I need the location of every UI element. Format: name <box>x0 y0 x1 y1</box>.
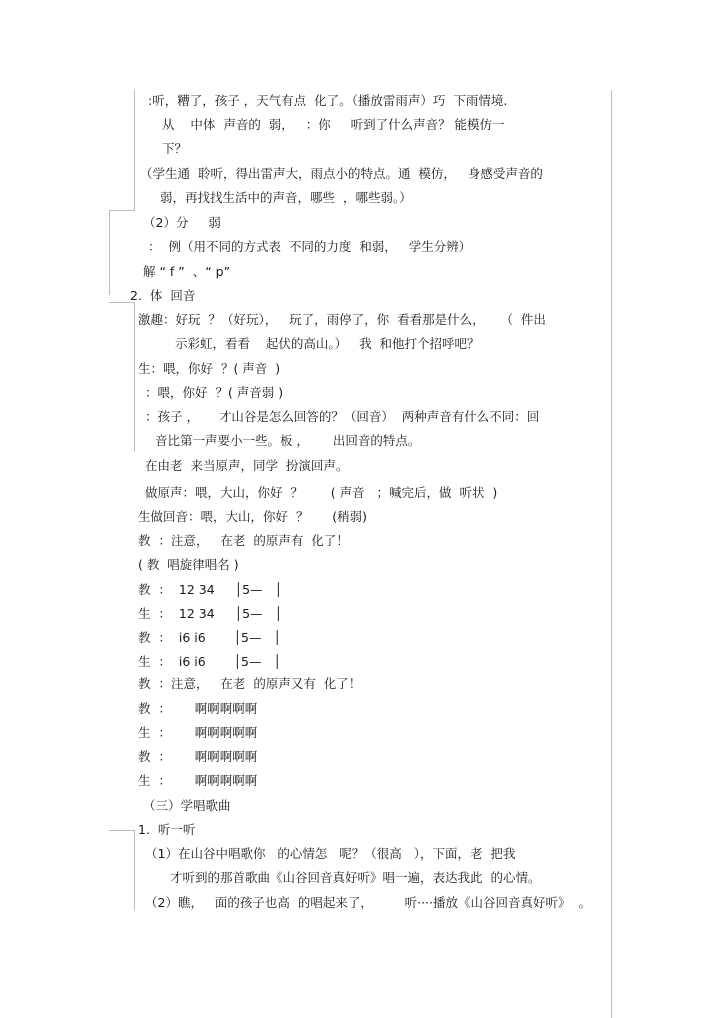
text-line: （学生通 聆听，得出雷声大，雨点小的特点。通 模仿， 身感受声音的 <box>140 166 543 181</box>
text-line: （2）瞧， 面的孩子也高 的唱起来了， 听····播放《山谷回音真好听》 。 <box>145 895 591 910</box>
text-line: 生 ： 啊啊啊啊啊 <box>138 773 258 788</box>
text-line: 教 ：注意， 在老 的原声又有 化了！ <box>138 676 362 691</box>
text-line: 生做回音：喂，大山，你好 ？ (稍弱) <box>138 509 368 524</box>
frame-row-divider-3 <box>109 830 135 831</box>
text-line: 激趣：好玩 ？（好玩）， 玩了，雨停了，你 看看那是什么， （ 件出 <box>138 312 546 327</box>
notation-line: 生 ： 12 34 │5— │ <box>138 606 282 621</box>
text-line: :听，糟了，孩子 ，天气有点 化了。（播放雷雨声）巧 下雨情境. <box>148 93 508 108</box>
frame-right-border <box>611 90 612 1018</box>
text-line: 生 ： 啊啊啊啊啊 <box>138 725 258 740</box>
section-heading: （三）学唱歌曲 <box>143 798 231 813</box>
section-heading: 1. 听一听 <box>138 822 196 837</box>
text-line: 做原声：喂，大山，你好 ？ ( 声音 ；喊完后，做 听状 ) <box>145 485 498 500</box>
text-line: 教 ：注意， 在老 的原声有 化了！ <box>138 533 349 548</box>
text-line: 在由老 来当原声，同学 扮演回声。 <box>145 458 349 473</box>
text-line: 弱，再找找生活中的声音，哪些 ，哪些弱。） <box>160 190 412 205</box>
text-line: 从 中体 声音的 弱， ：你 听到了什么声音？ 能模仿一 <box>162 117 505 132</box>
notation-line: 教 ： i6 i6 │5— │ <box>138 630 281 645</box>
section-heading: 2. 体 回音 <box>130 288 196 303</box>
text-line: ：孩子 ， 才山谷是怎么回答的？（回音） 两种声音有什么不同：回 <box>145 409 540 424</box>
text-line: 示彩虹，看看 起伏的高山。） 我 和他打个招呼吧？ <box>175 336 480 351</box>
text-line: 教 ： 啊啊啊啊啊 <box>138 749 258 764</box>
text-line: ：喂，你好 ？( 声音弱 ) <box>145 385 284 400</box>
text-line: （2）分 弱 <box>143 215 221 230</box>
frame-row-divider-1 <box>109 210 135 211</box>
frame-left-border-bottom <box>134 830 135 910</box>
text-line: 教 ： 啊啊啊啊啊 <box>138 701 258 716</box>
frame-left-border-top <box>134 90 135 210</box>
text-line: 解 “ f ” 、“ p” <box>143 264 231 279</box>
frame-left-border-low <box>134 302 135 452</box>
text-line: 生：喂，你好 ？( 声音 ) <box>138 361 281 376</box>
frame-left-border-mid <box>109 210 110 295</box>
text-line: ： 例（用不同的方式表 不同的力度 和弱， 学生分辨） <box>148 239 472 254</box>
text-line: （1）在山谷中唱歌你 的心情怎 呢？（很高 ），下面，老 把我 <box>145 846 516 861</box>
text-line: 才听到的那首歌曲《山谷回音真好听》唱一遍，表达我此 的心情。 <box>170 870 541 885</box>
notation-line: 生 ： i6 i6 │5— │ <box>138 654 281 669</box>
text-line: 音比第一声要小一些。板 ， 出回音的特点。 <box>155 433 421 448</box>
text-line: ( 教 唱旋律唱名 ) <box>138 557 239 572</box>
text-line: 下？ <box>162 141 188 156</box>
notation-line: 教 ： 12 34 │5— │ <box>138 582 282 597</box>
